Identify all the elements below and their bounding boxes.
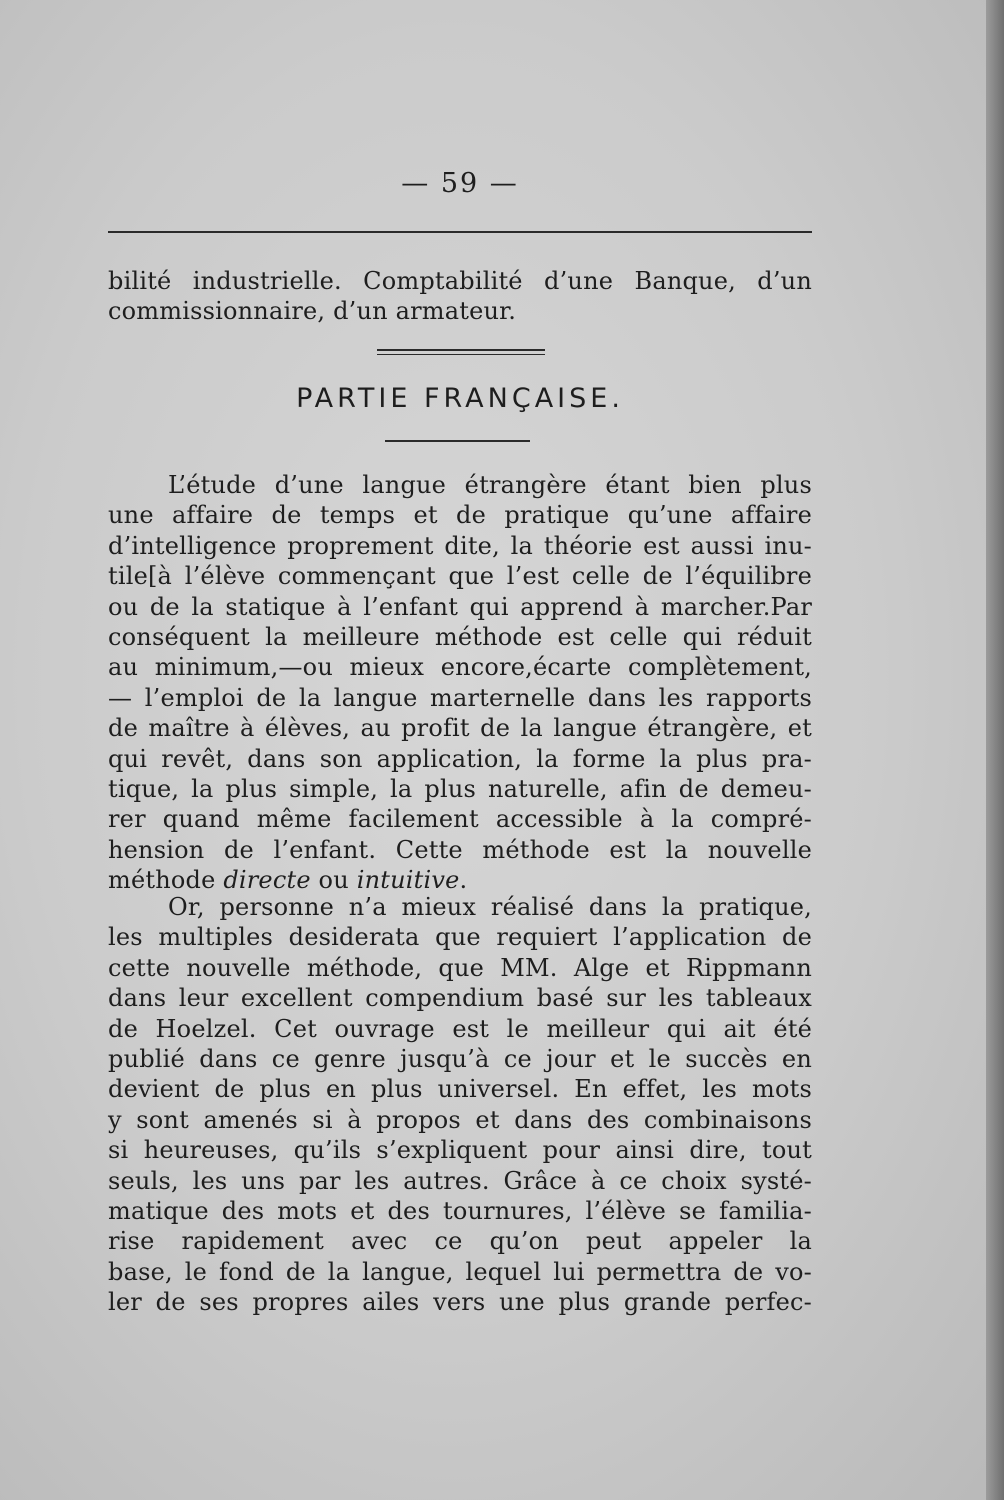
text-line: bilité industrielle. Comptabilité d’une Banque, d’un — [108, 267, 812, 295]
text-line: seuls, les uns par les autres. Grâce à ce choix systé- — [108, 1166, 812, 1195]
text-line: commissionnaire, d’un armateur. — [108, 297, 517, 326]
text-line: de maître à élèves, au profit de la langue étrangère, et — [108, 714, 812, 743]
page-number: — 59 — — [401, 168, 519, 199]
text-line: publié dans ce genre jusqu’à ce jour et le succès en — [108, 1045, 812, 1074]
text-line: L’étude d’une langue étrangère étant bien plus — [168, 471, 812, 499]
text-line: au minimum,—ou mieux encore,écarte complètement, — [108, 653, 812, 682]
page-binding-edge — [986, 0, 1004, 1500]
text-line: base, le fond de la langue, lequel lui permettra de vo- — [108, 1257, 812, 1286]
italic-term-intuitive: intuitive — [356, 866, 460, 895]
section-title: PARTIE FRANÇAISE. — [296, 383, 624, 414]
italic-term-directe: directe — [223, 866, 311, 895]
intro-text — [108, 266, 812, 327]
text-fragment: ou — [310, 866, 357, 895]
text-line: si heureuses, qu’ils s’expliquent pour ainsi dire, tout — [108, 1136, 812, 1165]
text-line: — l’emploi de la langue marternelle dans les rapports — [108, 683, 812, 712]
text-line: tique, la plus simple, la plus naturelle, afin de demeu- — [108, 775, 812, 804]
text-line: devient de plus en plus universel. En effet, les mots — [108, 1075, 812, 1104]
text-line: cette nouvelle méthode, que MM. Alge et Rippmann — [108, 953, 812, 982]
text-line: y sont amenés si à propos et dans des combinaisons — [108, 1105, 812, 1134]
paragraph-2 — [108, 892, 812, 1318]
text-line: hension de l’enfant. Cette méthode est la nouvelle — [108, 835, 812, 864]
paragraph-1 — [108, 470, 812, 896]
text-line: ou de la statique à l’enfant qui apprend à marcher.Par — [108, 592, 812, 621]
header-rule — [108, 231, 812, 233]
text-line: qui revêt, dans son application, la forme la plus pra- — [108, 744, 812, 773]
text-line: Or, personne n’a mieux réalisé dans la pratique, — [168, 893, 812, 921]
text-line: conséquent la meilleure méthode est celle qui réduit — [108, 623, 812, 652]
text-line: tile[à l’élève commençant que l’est celle de l’équilibre — [108, 562, 812, 591]
text-line: matique des mots et des tournures, l’élève se familia- — [108, 1197, 812, 1226]
text-line: de Hoelzel. Cet ouvrage est le meilleur qui ait été — [108, 1014, 812, 1043]
text-line: dans leur excellent compendium basé sur les tableaux — [108, 984, 812, 1013]
section-rule — [385, 440, 530, 442]
text-line: rise rapidement avec ce qu’on peut appeler la — [108, 1227, 812, 1256]
text-line: d’intelligence proprement dite, la théorie est aussi inu- — [108, 531, 812, 560]
ornamental-double-rule — [377, 349, 545, 355]
text-fragment: méthode — [108, 866, 224, 895]
text-line: une affaire de temps et de pratique qu’une affaire — [108, 501, 812, 530]
text-line: ler de ses propres ailes vers une plus grande perfec- — [108, 1288, 812, 1317]
text-line: rer quand même facilement accessible à la compré- — [108, 805, 812, 834]
text-fragment: . — [459, 866, 468, 895]
text-line: les multiples desiderata que requiert l’application de — [108, 923, 812, 952]
